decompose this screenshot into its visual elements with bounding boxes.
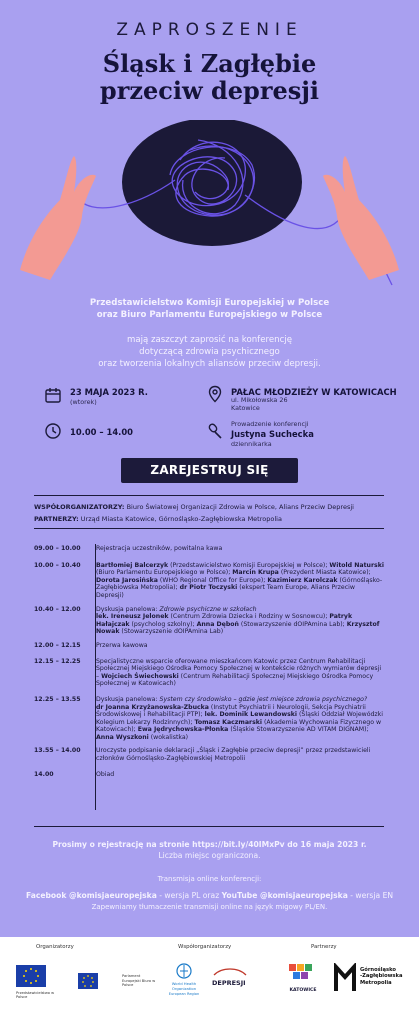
speaker-name: Wojciech Świechowski (101, 672, 179, 680)
agenda-time: 12.00 – 12.15 (34, 641, 81, 649)
divider (34, 495, 384, 496)
co-organizers-label: WSPÓŁORGANIZATORZY: (34, 503, 125, 511)
register-button[interactable]: ZAREJESTRUJ SIĘ (121, 458, 298, 483)
agenda-text: (Centrum Rehabilitacji Społecznej Miejskiego Ośrodka Pomocy Społecznej w Katowicach) (96, 672, 374, 688)
gzm-line-3: Metropolia (360, 979, 392, 986)
agenda-description (96, 606, 384, 636)
agenda-text: (ekspert Team Europe, Alians Przeciw Depresji) (96, 584, 355, 599)
speaker-name: Patryk Hałajczak (96, 613, 353, 628)
divider (34, 528, 384, 529)
event-street: ul. Mikołowska 26 (231, 396, 288, 404)
agenda-text: Specjalistyczne wsparcie oferowane mieszkańcom Katowic przez Centrum Rehabilitacji Społecznej Miejskiego Ośrodka Pomocy Społecznej w kontekście różnych wymiarów depresji – (96, 657, 382, 680)
agenda-row (34, 747, 384, 762)
speaker-name: Kazimierz Karolczak (267, 576, 338, 584)
agenda-time: 10.00 – 10.40 (34, 561, 81, 569)
agenda-time: 13.55 – 14.00 (34, 747, 81, 755)
agenda-text: (wokalistka) (148, 733, 189, 741)
agenda-description (96, 747, 384, 762)
agenda-text: (Biuro Parlamentu Europejskiego w Polsce); (96, 569, 233, 577)
speaker-name: Krzysztof Nowak (96, 620, 380, 636)
title-line-2: przeciw depresji (99, 76, 320, 105)
speaker-name: lek. Dominik Lewandowski (204, 711, 298, 719)
speaker-name: Marcin Krupa (232, 569, 279, 577)
agenda-time: 10.40 – 12.00 (34, 605, 81, 613)
who-logo (176, 963, 192, 979)
limited-seats-note: Liczba miejsc ograniczona. (158, 851, 261, 860)
right-hand (323, 156, 399, 280)
gzm-line-1: Górnośląsko (360, 967, 396, 973)
agenda-text: (Śląski Oddział Wojewódzki Kolegium Lekarzy Rodzinnych); (96, 711, 383, 726)
agenda-text: (Instytut Psychiatrii i Neurologii, Sekcja Psychiatrii Środowiskowej i Rehabilitacji PTP); (96, 703, 366, 719)
who-region: European Region (168, 992, 200, 996)
european-parliament-logo (78, 973, 116, 989)
gzm-line-2: -Zagłębiowska (360, 973, 403, 980)
agenda-time: 12.25 – 13.55 (34, 695, 81, 703)
katowice-logo (288, 963, 314, 983)
dark-blob (122, 120, 302, 246)
agenda-description (96, 696, 384, 742)
agenda-description (96, 658, 384, 688)
who-name: World Health Organization (171, 981, 197, 991)
hosts-text (0, 297, 419, 321)
speaker-name: Bartłomiej Balcerzyk (96, 561, 169, 569)
agenda-text: Dyskusja panelowa: (96, 695, 160, 703)
event-city: Katowice (231, 404, 260, 412)
left-hand (20, 156, 96, 280)
speaker-name: Anna Wyszkoni (96, 733, 149, 741)
host-line-1: Przedstawicielstwo Komisji Europejskiej w Polsce (89, 298, 330, 308)
speaker-name: Dorota Jarosińska (96, 576, 158, 584)
agenda-text: Rejestracja uczestników, powitalna kawa (96, 545, 223, 552)
event-weekday: (wtorek) (70, 398, 97, 406)
youtube-suffix: - wersja EN (347, 891, 394, 900)
location-pin-icon (206, 385, 224, 403)
agenda-row (34, 658, 384, 688)
agenda-table (34, 539, 384, 778)
agenda-row (34, 545, 384, 553)
katowice-text: KATOWICE (289, 988, 317, 993)
invite-line-2: dotyczącą zdrowia psychicznego (139, 347, 280, 357)
alians-logo-mark (212, 965, 248, 979)
speaker-name: lek. Ireneusz Jelonek (96, 613, 169, 621)
speaker-name: Witold Naturski (329, 561, 384, 569)
footer-co-label: Współorganizatorzy (178, 944, 232, 950)
agenda-text: (WHO Regional Office for Europe); (157, 576, 268, 584)
partners-label: PARTNERZY: (34, 515, 79, 523)
agenda-time: 12.15 – 12.25 (34, 657, 81, 665)
speaker-name: Tomasz Kaczmarski (194, 718, 262, 726)
agenda-description (96, 771, 384, 779)
page-title (0, 50, 419, 104)
youtube-link[interactable]: YouTube @komisjaeuropejska (221, 891, 348, 900)
speaker-name: Anna Dęboń (196, 620, 239, 628)
agenda-text: Przerwa kawowa (96, 641, 148, 649)
host-role: dziennikarka (231, 440, 272, 448)
gzm-logo-mark (334, 963, 356, 993)
event-venue: PAŁAC MŁODZIEŻY W KATOWICACH (231, 387, 397, 397)
registration-info: Prosimy o rejestrację na stronie https://bit.ly/40IMxPv do 16 maja 2023 r. (52, 840, 367, 849)
facebook-suffix: - wersja PL oraz (156, 891, 222, 900)
gzm-text (360, 967, 418, 986)
invite-line-3: oraz tworzenia lokalnych aliansów przeciw depresji. (98, 359, 321, 369)
speaker-name: dr Joanna Krzyżanowska-Zbucka (96, 703, 209, 711)
agenda-text: Zdrowie psychiczne w szkołach (159, 605, 257, 613)
ep-caption: Parlament Europejski Biuro w Polsce (122, 974, 156, 987)
microphone-icon (206, 422, 224, 440)
agenda-row (34, 642, 384, 650)
agenda-text: (Prezydent Miasta Katowice); (278, 569, 371, 577)
agenda-row (34, 696, 384, 742)
agenda-text: (Centrum Zdrowia Dziecka i Rodziny w Sosnowcu); (168, 613, 330, 621)
agenda-text: (Stowarzyszenie dOIPAmina Lab); (238, 620, 347, 628)
host-line-2: oraz Biuro Parlamentu Europejskiego w Polsce (96, 310, 323, 320)
calendar-icon (44, 386, 62, 404)
divider (34, 826, 384, 827)
alians-text: DEPRESJI (212, 979, 246, 987)
title-line-1: Śląsk i Zagłębie (102, 49, 317, 78)
footer-logos (0, 937, 419, 1024)
agenda-text: Obiad (96, 770, 115, 778)
footer-organizers-label: Organizatorzy (36, 944, 74, 950)
agenda-text: System czy środowisko – gdzie jest miejsce zdrowia psychicznego? (159, 695, 368, 703)
ec-caption: Przedstawicielstwo w Polsce (16, 991, 55, 999)
agenda-text: Uroczyste podpisanie deklaracji „Śląsk i Zagłębie przeciw depresji” przez przedstawicieli członków Górnośląsko-Zagłębiowskiej Metropolii (96, 747, 371, 763)
facebook-link[interactable]: Facebook @komisjaeuropejska (25, 891, 157, 900)
invite-line-1: mają zaszczyt zaprosić na konferencję (127, 335, 292, 345)
agenda-description (96, 562, 384, 600)
host-name: Justyna Suchecka (231, 429, 314, 439)
agenda-text: (psycholog szkolny); (129, 620, 197, 628)
invitation-text (0, 334, 419, 370)
host-label: Prowadzenie konferencji (231, 420, 309, 428)
agenda-text: (Akademia Wychowania Fizycznego w Katowicach); (96, 718, 382, 734)
co-organizers-value: Biuro Światowej Organizacji Zdrowia w Polsce, Alians Przeciw Depresji (126, 503, 354, 511)
stream-channels (0, 891, 419, 900)
agenda-text: (Śląskie Stowarzyszenie AD VITAM DIGNAM); (228, 726, 369, 734)
agenda-text: (Przedstawicielstwo Komisji Europejskiej w Polsce); (168, 561, 330, 569)
stream-heading: Transmisja online konferencji: (157, 875, 262, 883)
partners (34, 515, 282, 523)
co-organizers (34, 503, 354, 511)
agenda-row (34, 606, 384, 636)
agenda-text: (Stowarzyszenie dOIPAmina Lab) (119, 628, 224, 636)
agenda-row (34, 562, 384, 600)
partners-value: Urząd Miasta Katowice, Górnośląsko-Zagłębiowska Metropolia (80, 515, 282, 523)
kicker: ZAPROSZENIE (116, 20, 303, 40)
footer-partners-label: Partnerzy (311, 944, 337, 950)
agenda-text: Dyskusja panelowa: (96, 605, 160, 613)
agenda-text: (Górnośląsko-Zagłębiowska Metropolia); (96, 576, 383, 592)
event-date: 23 MAJA 2023 R. (70, 387, 148, 397)
clock-icon (44, 422, 62, 440)
speaker-name: dr Piotr Toczyski (179, 584, 238, 592)
agenda-time: 09.00 – 10.00 (34, 545, 81, 552)
agenda-row (34, 771, 384, 779)
hands-holding-thread-illustration (0, 120, 419, 290)
european-commission-logo (16, 965, 46, 987)
sign-language-note: Zapewniamy tłumaczenie transmisji online na język migowy PL/EN. (91, 903, 328, 911)
event-time: 10.00 – 14.00 (70, 427, 134, 437)
speaker-name: Ewa Jędrychowska-Płonka (137, 726, 229, 734)
agenda-description (96, 642, 384, 650)
agenda-time: 14.00 (34, 770, 54, 778)
agenda-description (96, 545, 384, 553)
